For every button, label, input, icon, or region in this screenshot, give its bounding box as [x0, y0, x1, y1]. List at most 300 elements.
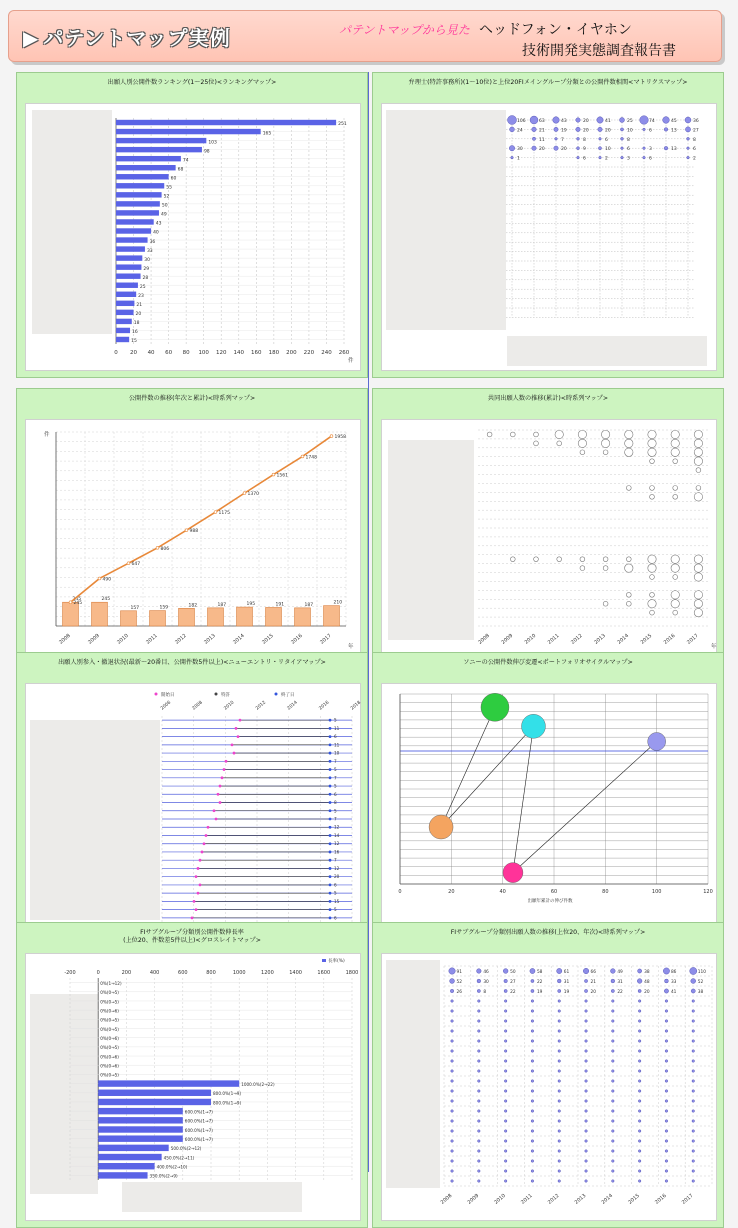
bubble — [638, 969, 642, 973]
bubble — [665, 1020, 668, 1023]
bubble — [638, 1180, 641, 1183]
bubble-value-label: 20 — [583, 119, 589, 124]
legend-label: 特許 — [221, 693, 230, 698]
bubble — [580, 450, 585, 455]
legend-label: 開始日 — [161, 693, 175, 698]
bubble — [671, 600, 679, 608]
bubble — [451, 1140, 454, 1143]
bar — [98, 1163, 154, 1169]
bubble — [665, 1030, 668, 1033]
x-tick-label: 220 — [303, 350, 315, 356]
bubble — [558, 1180, 561, 1183]
bar-value-label: 20 — [135, 312, 142, 318]
bubble — [503, 863, 523, 883]
x-tick-label: 2016 — [318, 700, 331, 712]
line-value-label: 1175 — [218, 511, 230, 517]
bubble-value-label: 20 — [644, 989, 650, 995]
bubble-value-label: 8 — [583, 137, 586, 143]
end-marker — [329, 884, 332, 887]
bubble — [585, 1030, 588, 1033]
bubble-value-label: 6 — [583, 156, 586, 162]
bubble — [451, 1030, 454, 1033]
bubble — [638, 1020, 641, 1023]
bubble — [585, 1170, 588, 1173]
bubble — [451, 1040, 454, 1043]
subgroup-bubble-chart — [382, 954, 718, 1222]
x-tick-label: 2011 — [546, 632, 561, 646]
bar-value-label: 43 — [155, 221, 162, 227]
bar-value-label: 0%(0→5) — [100, 1072, 119, 1078]
count-label: 7 — [334, 775, 337, 781]
triangle-icon: ▶ — [23, 26, 40, 50]
bar — [116, 228, 151, 233]
count-label: 8 — [334, 800, 337, 806]
page-title — [23, 22, 231, 51]
bar-value-label: 25 — [139, 284, 146, 290]
count-label: 16 — [334, 849, 340, 855]
bar — [116, 201, 160, 206]
bar-value-label: 500.0%(2→12) — [170, 1146, 202, 1152]
chart-title: 共同出願人数の推移(累計)<時系列マップ> — [487, 395, 609, 402]
panel-growth-rate-map — [16, 922, 368, 1228]
bubble — [621, 156, 624, 159]
bubble — [665, 1050, 668, 1053]
bar-value-label: 28 — [142, 275, 149, 281]
bubble — [585, 1140, 588, 1143]
x-tick-label: 140 — [233, 350, 245, 356]
bubble — [531, 979, 534, 982]
bubble — [510, 557, 515, 562]
bubble — [531, 1080, 534, 1083]
bubble — [626, 592, 631, 597]
plot-area — [25, 419, 361, 687]
bar — [116, 283, 138, 288]
bubble-value-label: 22 — [617, 989, 623, 995]
bubble — [531, 1180, 534, 1183]
bubble-value-label: 9 — [583, 147, 586, 153]
bubble-value-label: 3 — [627, 156, 630, 162]
end-marker — [329, 908, 332, 911]
count-label: 12 — [334, 865, 340, 871]
bubble-value-label: 21 — [590, 979, 597, 985]
bar — [116, 237, 148, 242]
bar-value-label: 18 — [133, 321, 140, 327]
bubble-value-label: 24 — [517, 128, 523, 134]
legend-label: 終了日 — [281, 693, 295, 698]
bar — [116, 337, 129, 342]
bubble — [521, 714, 545, 738]
bubble — [504, 1140, 507, 1143]
y-unit-label: 件 — [44, 432, 50, 438]
report-title-line2: 技術開発実態調査報告書 — [522, 43, 676, 59]
x-tick-label: 2017 — [686, 632, 700, 646]
x-tick-label: 2008 — [58, 632, 72, 646]
count-label: 14 — [334, 832, 340, 838]
bubble-value-label: 6 — [605, 137, 608, 143]
bubble — [558, 1060, 561, 1063]
bubble — [451, 1050, 454, 1053]
bar — [295, 608, 311, 626]
bar-value-label: 350.0%(2→9) — [149, 1173, 178, 1179]
panel-subgroup-timeseries-map — [372, 922, 724, 1228]
x-tick-label: 2012 — [546, 1192, 561, 1206]
bubble — [665, 1060, 668, 1063]
bar — [179, 608, 195, 626]
bubble — [620, 128, 623, 131]
bubble — [638, 1130, 641, 1133]
bar — [98, 1172, 147, 1178]
bubble — [504, 1010, 507, 1013]
bubble-value-label: 33 — [670, 979, 677, 985]
line-point — [301, 455, 304, 458]
x-tick-label: 40 — [147, 350, 155, 356]
bubble — [612, 1130, 615, 1133]
bubble — [585, 1090, 588, 1093]
x-tick-label: 2016 — [290, 632, 304, 646]
line-value-label: 1370 — [247, 492, 259, 498]
bar-value-label: 0%(0→6) — [100, 1035, 119, 1041]
end-marker — [329, 743, 332, 746]
start-marker — [199, 859, 202, 862]
bubble — [557, 557, 562, 562]
bubble — [558, 1120, 561, 1123]
bubble — [612, 1150, 615, 1153]
bubble — [691, 989, 695, 993]
x-tick-label: 120 — [703, 889, 713, 895]
start-marker — [231, 743, 234, 746]
line-value-label: 806 — [160, 546, 170, 552]
bubble — [558, 1100, 561, 1103]
bubble-value-label: 8 — [627, 137, 630, 143]
count-label: 5 — [334, 907, 337, 913]
bubble-value-label: 6 — [627, 147, 630, 153]
bubble — [504, 1040, 507, 1043]
bar-value-label: 191 — [275, 602, 285, 608]
bubble-value-label: 6 — [649, 128, 652, 134]
bubble — [557, 979, 561, 983]
bubble — [478, 1130, 481, 1133]
bubble — [638, 1110, 641, 1113]
bubble — [504, 989, 507, 992]
end-marker — [329, 809, 332, 812]
bar-value-label: 33 — [146, 248, 153, 254]
bar-value-label: 21 — [136, 303, 143, 309]
bubble — [694, 439, 702, 447]
bubble — [531, 1140, 534, 1143]
legend-marker — [215, 693, 218, 696]
bubble-value-label: 8 — [693, 137, 696, 143]
bubble — [650, 459, 655, 464]
bubble-value-label: 27 — [693, 128, 699, 134]
bar-value-label: 60 — [170, 176, 177, 182]
bubble — [692, 1160, 695, 1163]
bubble — [648, 733, 666, 751]
count-label: 7 — [334, 758, 337, 764]
bubble — [477, 979, 481, 983]
bar — [98, 1108, 183, 1114]
connector-line — [441, 707, 495, 827]
bubble — [478, 1160, 481, 1163]
bubble — [643, 156, 646, 159]
bar-value-label: 98 — [203, 149, 210, 155]
end-marker — [329, 875, 332, 878]
bubble — [665, 1080, 668, 1083]
bubble — [585, 1050, 588, 1053]
bubble — [478, 1020, 481, 1023]
line-value-label: 1958 — [334, 435, 346, 441]
bubble — [638, 1120, 641, 1123]
bubble — [504, 1090, 507, 1093]
bubble — [487, 432, 492, 437]
bar-value-label: 800.0%(1→9) — [213, 1091, 242, 1097]
end-marker — [329, 916, 332, 919]
bar-value-label: 0%(0→6) — [100, 1054, 119, 1060]
bar-value-label: 74 — [182, 158, 189, 164]
bubble-value-label: 13 — [671, 128, 677, 134]
x-tick-label: 2014 — [232, 632, 246, 646]
bubble — [451, 1010, 454, 1013]
start-marker — [233, 752, 236, 755]
line-point — [214, 511, 217, 514]
bubble — [638, 1010, 641, 1013]
bubble — [638, 1100, 641, 1103]
bubble — [665, 1150, 668, 1153]
bubble — [671, 555, 679, 563]
x-unit-label: 件 — [348, 358, 354, 364]
x-tick-label: 20 — [130, 350, 138, 356]
bubble — [555, 137, 558, 140]
bubble-value-label: 7 — [561, 137, 564, 143]
bubble — [601, 439, 609, 447]
header-banner — [8, 10, 722, 62]
start-marker — [221, 776, 224, 779]
bubble-value-label: 22 — [536, 979, 543, 985]
end-marker — [329, 768, 332, 771]
bar — [116, 255, 142, 260]
bar-value-label: 0%(0→5) — [100, 1026, 119, 1032]
bubble — [451, 1060, 454, 1063]
bubble-value-label: 21 — [539, 128, 545, 134]
bubble — [478, 1050, 481, 1053]
bar-value-label: 0%(0→5) — [100, 999, 119, 1005]
count-label: 7 — [334, 857, 337, 863]
x-tick-label: 1200 — [261, 970, 274, 976]
bubble — [598, 147, 601, 150]
bubble-value-label: 43 — [561, 119, 567, 124]
bubble — [451, 1120, 454, 1123]
bubble — [478, 1080, 481, 1083]
bar-value-label: 245 — [72, 597, 82, 603]
bubble — [504, 979, 508, 983]
bubble — [576, 127, 580, 131]
bubble-value-label: 20 — [590, 989, 597, 995]
bubble — [477, 969, 482, 974]
chart-title: ソニーの公開件数伸び変遷<ポートフォリオサイクルマップ> — [463, 659, 633, 666]
bubble — [692, 1040, 695, 1043]
bubble — [585, 1150, 588, 1153]
bubble — [687, 156, 690, 159]
bubble — [638, 1080, 641, 1083]
line-value-label: 647 — [131, 562, 141, 568]
bubble — [449, 968, 455, 974]
bubble — [692, 1110, 695, 1113]
bubble — [626, 486, 631, 491]
bar-value-label: 23 — [138, 293, 144, 299]
bubble — [585, 1010, 588, 1013]
bar — [98, 1126, 183, 1132]
bubble — [625, 564, 633, 572]
bar — [324, 606, 340, 626]
bubble — [603, 557, 608, 562]
bubble — [625, 430, 633, 438]
x-tick-label: 2013 — [573, 1192, 588, 1206]
bubble — [478, 1140, 481, 1143]
bubble — [534, 557, 539, 562]
bar-value-label: 0%(0→6) — [100, 1063, 119, 1069]
bubble — [451, 1020, 454, 1023]
x-unit-label: 年 — [711, 644, 717, 650]
bar-value-label: 187 — [217, 602, 227, 608]
bar-value-label: 55 — [166, 185, 172, 191]
end-marker — [329, 727, 332, 730]
bubble — [626, 557, 631, 562]
bubble — [504, 1050, 507, 1053]
bubble — [531, 1100, 534, 1103]
co-applicant-bubble-chart — [382, 420, 718, 688]
bubble — [585, 1120, 588, 1123]
bubble — [692, 1170, 695, 1173]
x-tick-label: 2010 — [523, 632, 538, 646]
bar — [116, 147, 202, 152]
x-tick-label: 2008 — [477, 632, 491, 646]
bubble — [621, 147, 624, 150]
bubble — [692, 1050, 695, 1053]
bubble — [692, 1130, 695, 1133]
bubble — [558, 1160, 561, 1163]
bar — [116, 165, 176, 170]
plot-area — [25, 103, 361, 371]
bubble — [638, 1040, 641, 1043]
bar-value-label: 251 — [338, 122, 347, 128]
bubble — [665, 1130, 668, 1133]
x-tick-label: 2013 — [203, 632, 217, 646]
chart-title: 出願人別参入・撤退状況(最新～20番目、公開件数5件以上)<ニューエントリ・リタイアマップ> — [58, 659, 326, 666]
bubble — [692, 1000, 695, 1003]
bubble-value-label: 31 — [617, 979, 623, 985]
bubble — [638, 1070, 641, 1073]
bubble-value-label: 11 — [539, 137, 545, 143]
start-marker — [207, 826, 210, 829]
bubble — [531, 1050, 534, 1053]
bubble — [665, 1000, 668, 1003]
legend-marker — [275, 693, 278, 696]
bubble — [532, 146, 536, 150]
bubble — [531, 1160, 534, 1163]
panel-co-applicant-map — [372, 388, 724, 694]
bubble-value-label: 36 — [693, 119, 699, 124]
bubble — [673, 459, 678, 464]
bubble — [687, 137, 690, 140]
bubble-value-label: 25 — [627, 119, 633, 124]
start-marker — [195, 875, 198, 878]
bubble — [450, 989, 453, 992]
bubble — [685, 117, 691, 123]
x-tick-label: 1600 — [317, 970, 331, 976]
line-point — [69, 601, 72, 604]
bubble — [555, 430, 563, 438]
bar-value-label: 400.0%(2→10) — [156, 1164, 188, 1170]
end-marker — [329, 892, 332, 895]
bar — [98, 1080, 239, 1086]
bubble-value-label: 106 — [517, 119, 526, 124]
bubble-value-label: 20 — [583, 128, 589, 134]
bubble — [671, 564, 679, 572]
x-tick-label: 2016 — [654, 1192, 668, 1206]
bubble — [648, 448, 656, 456]
x-tick-label: 60 — [165, 350, 173, 356]
legend-label: 長率(%) — [328, 959, 345, 964]
start-marker — [239, 719, 242, 722]
bubble — [671, 448, 679, 456]
bubble — [671, 439, 679, 447]
bubble — [643, 128, 646, 131]
bubble — [504, 1120, 507, 1123]
x-tick-label: 400 — [149, 970, 160, 976]
bubble — [504, 1030, 507, 1033]
end-marker — [329, 834, 332, 837]
bubble — [558, 1090, 561, 1093]
bubble-value-label: 19 — [561, 128, 567, 134]
x-tick-label: 2008 — [191, 700, 204, 712]
x-tick-label: 2010 — [223, 700, 236, 712]
bubble-value-label: 20 — [561, 147, 567, 153]
bubble-value-label: 1 — [517, 156, 520, 162]
bubble — [478, 1170, 481, 1173]
bubble — [558, 1170, 561, 1173]
bubble-value-label: 45 — [671, 119, 677, 124]
bubble — [673, 610, 678, 615]
bubble — [531, 1120, 534, 1123]
bubble — [612, 1080, 615, 1083]
x-unit-label: 年 — [348, 644, 354, 650]
bar-value-label: 0%(1→12) — [100, 980, 122, 986]
bubble — [638, 989, 641, 992]
line-value-label: 988 — [189, 529, 199, 535]
bubble — [531, 1090, 534, 1093]
bubble — [599, 156, 602, 159]
bubble — [612, 1040, 615, 1043]
bubble — [665, 1010, 668, 1013]
start-marker — [199, 884, 202, 887]
x-tick-label: 2012 — [570, 632, 584, 646]
bubble — [478, 1180, 481, 1183]
x-tick-label: 1000 — [232, 970, 246, 976]
start-marker — [223, 768, 226, 771]
bubble — [694, 448, 702, 456]
bubble — [478, 1110, 481, 1113]
plot-area — [381, 103, 717, 371]
bubble-value-label: 30 — [517, 147, 523, 153]
bar-value-label: 15 — [131, 339, 137, 345]
bar — [116, 156, 181, 161]
bubble — [585, 1160, 588, 1163]
timeseries-combo-chart — [26, 420, 362, 688]
bubble-value-label: 19 — [536, 989, 543, 995]
bar-value-label: 600.0%(1→7) — [184, 1127, 213, 1133]
bar-value-label: 30 — [144, 257, 151, 263]
entry-retire-chart — [26, 684, 362, 952]
bar-value-label: 157 — [130, 605, 140, 611]
